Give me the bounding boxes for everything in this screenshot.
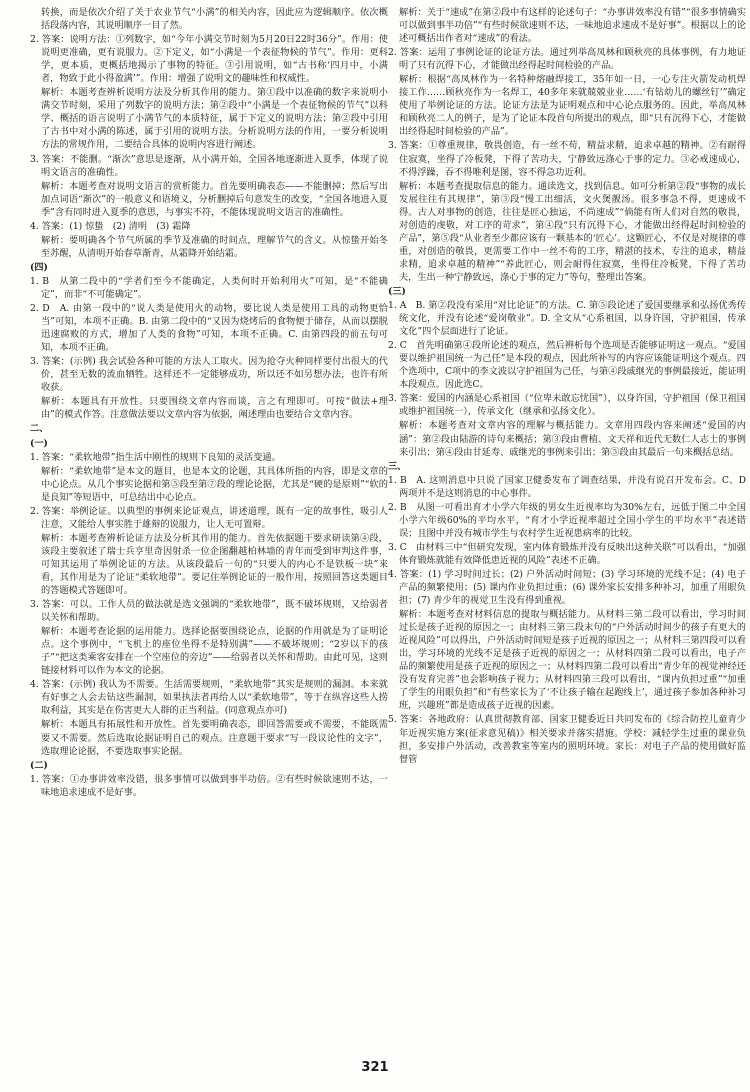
answer-item: 2. 答案：运用了事例论证的论证方法。通过列举高凤林和顾秋亮的具体事例，有力地证明了只有沉得下心，才能做出经得起时间检验的产品。 (388, 47, 746, 72)
answer-item: 1. B 从第二段中的“学者们至今不能确定，人类何时开始利用火”可知，是“不能确定”，而非“不可能确定”。 (30, 275, 388, 300)
right-column (388, 6, 746, 767)
explanation-paragraph: 转换，而是依次介绍了关于农业节气“小满”的相关内容，因此应为逻辑顺序。依次概括段落内容，其说明顺序一目了然。 (41, 7, 388, 32)
answer-item: 3. 答案：①尊重规律，敬畏创造，有一丝不苟，精益求精，追求卓越的精神。②有耐得住寂寞，坐得了冷板凳，下得了苦功夫，宁静致远涤心于事的定力。③必戒速成心，不得浮躁，吞不得唯利是图，容不得急功近利。 (388, 140, 746, 178)
section-heading: (一) (30, 437, 48, 449)
explanation-paragraph: 解析：本题考查对文章内容的理解与概括能力。文章用四段内容来阐述“爱国的内涵”：第②段由陆游的诗句来概括；第③段由曹植、文天祥和近代无数仁人志士的事例来引出；第④段由甘延寿、戚继光的事例来引出；第⑤段由其最后一句来概括总结。 (399, 420, 746, 458)
explanation-paragraph: 解析：“柔软地带”是本文的题目，也是本文的论题，其具体所指的内容，即是文章的中心论点。从几个事实论据和第⑤段至第⑦段的理论论据，尤其是“硬的是原则”“软的是良知”等短语中，可总结出中心论点。 (41, 465, 388, 503)
explanation-paragraph: 解析：本题考查对材料信息的提取与概括能力。从材料三第二段可以看出，学习时间过长是孩子近视的原因之一；由材料三第三段末句的“户外活动时间少的孩子有更大的近视风险”可以得出，户外活动时间短是孩子近视的原因之一；从材料三第四段可以看出，学习环境的光线不足是孩子近视的原因之一；从材料四第二段可以看出，电子产品的频繁使用是孩子近视的原因之一；从材料四第二段可以看出“青少年的视觉神经还没有发育完善”也会影响孩子视力；从材料四第三段可以看出，“课内负担过重”“加重了学生的用眼负担”和“有些家长为了‘不让孩子输在起跑线上’，通过孩子参加各种补习班，兴趣班”都是造成孩子近视的因素。 (399, 609, 746, 712)
section-heading: 三、 (388, 460, 407, 472)
page-number: 321 (361, 1060, 389, 1075)
answer-item: 1. 答案：“柔软地带”指生活中刚性的规则下良知的灵活变通。 (30, 451, 281, 463)
explanation-paragraph: 解析：关于“速成”在第②段中有这样的论述句子：“办事讲效率没有错”“很多事情确实可以做到事半功倍”“有些时候欲速则不达，一味地追求速成不是好事”。根据以上的论述可概括出作者对“速成”的看法。 (399, 7, 746, 45)
answer-item: 2. 答案：说明方法：①列数字，如“今年小满交节时刻为5月20日22时36分”。作用：使说明更准确，更有说服力。②下定义，如“小满是一个表征物候的节气”。作用：更科学，更本质，更概括地揭示了事物的特征。③引用说明，如“古书称‘四月中，小满者，物致于此小得盈满’”。作用：增强了说明文的趣味性和权威性。 (30, 34, 388, 85)
explanation-paragraph: 解析：本题考查论据的运用能力。选择论据要围绕论点，论据的作用就是为了证明论点。这个事例中，“飞机上的座位坐得不是特别满”——不破坏规则；“2岁以下的孩子”“把这类乘客安排在一个空座位的旁边”——给弱者以关怀和帮助。由此可见，这则链接材料可以作为本文的论据。 (41, 626, 388, 677)
answer-item: 3. 答案：爱国的内涵是心系祖国（“位卑未敢忘忧国”），以身许国，守护祖国（保卫祖国或维护祖国统一），传承文化（继承和弘扬文化）。 (388, 393, 746, 418)
answer-item: 2. 答案：举例论证。以典型的事例来论证观点，讲述道理，既有一定的故事性，吸引人注意，又能给人事实胜于雄辩的说服力，让人无可置辩。 (30, 505, 388, 530)
section-heading: (四) (30, 261, 48, 273)
explanation-paragraph: 解析：本题考查提取信息的能力。通读选文，找到信息。如可分析第②段“事物的成长发展往往有其规律”，第③段“慢工出细活，文火煲靓汤。很多事急不得，更速成不得。古人对事物的创造，往往是匠心独运，不尚速成”“倘能有所人们对自然的敬畏，对创造的虔敬，对工序的苛求”，第④段“只有沉得下心，才能做出经得起时间检验的产品”，第⑤段“从业者至少都应该有一颗基本的‘匠心’。这颗匠心，不仅是对规律的尊重，对创造的敬畏，更需要工作中一丝不苟的工序，精湛的技术，专注的追求，精益求精，追求卓越的精神”“养此匠心，则会耐得住寂寞，坐得住冷板凳，下得了苦功夫，生出一种宁静致远，涤心于事的定力”等句，整理出答案。 (399, 180, 746, 283)
answer-item: 2. B 从图一可看出育才小学六年级的男女生近视率均为30%左右，远低于图二中全国小学六年级60%的平均水平，“育才小学近视率超过全国小学生的平均水平”表述错误；且图中并没有城市学生与农村学生近视患病率的比较。 (388, 501, 746, 539)
left-column (30, 6, 388, 800)
answer-item: 3. 答案：不能删。“渐次”意思是逐渐，从小满开始，全国各地逐渐进入夏季，体现了说明文语言的准确性。 (30, 153, 388, 178)
section-heading: 二、 (30, 423, 49, 435)
explanation-paragraph: 解析：本题考查辨析论证方法及分析其作用的能力。首先依据题干要求研读第④段，该段主要叙述了瑞士兵亨里奇因射杀一位企图翻越柏林墙的青年而受到审判这件事，可知其运用了举例论证的方法。从该段最后一句的“只要人的内心不是铁板一块”来看，其作用是为了论证“柔软地带”。要记住举例论证的一般作用，按照回答这类题目的答题模式答题即可。 (41, 532, 388, 597)
answer-item: 4. 答案：(1) 学习时间过长；(2) 户外活动时间短；(3) 学习环境的光线不足；(4) 电子产品的频繁使用；(5) 课内作业负担过重；(6) 课外家长安排多种补习，加重了用眼负担；(7) 青少年的视觉卫生没有得到重视。 (388, 568, 746, 607)
answer-item: 4. 答案：(1) 惊蛰 (2) 清明 (3) 霜降 (30, 220, 191, 232)
explanation-paragraph: 解析：本题考查对说明文语言的赏析能力。首先要明确表态——不能删掉；然后写出加点词语“渐次”的一般意义和语境义，分析删掉后句意发生的改变，“全国各地进入夏季”含有同时进入夏季的意思，与事实不符，不能体现说明文语言的准确性。 (41, 180, 388, 218)
answer-item: 1. B A. 这则消息中只说了国家卫健委发布了调查结果，并没有说召开发布会。C、D 两项并不是这则消息的中心事件。 (388, 474, 746, 499)
answer-item: 2. C 首先明确第④段所论述的观点，然后辨析每个选项是否能够证明这一观点。“爱国要以维护祖国统一为己任”是本段的观点，因此所补写的内容应该能证明这个观点。四个选项中，C项中的李文波以守护祖国为己任，与第④段戚继光的事例最接近，能证明本段观点。因此选C。 (388, 340, 746, 391)
answer-item: 3. 答案：(示例) 我会试验各种可能的方法人工取火。因为抢夺火种同样要付出很大的代价，甚至无数的流血牺牲。这样还不一定能够成功，所以还不如另想办法，也许有所收获。 (30, 356, 388, 394)
explanation-paragraph: 解析：本题具有拓展性和开放性。首先要明确表态，即回答需要或不需要，不能既需要又不需要。然后选取论据证明自己的观点。注意题干要求“写一段议论性的文字”，选取理论论据，不要选取事实论据。 (41, 719, 388, 757)
answer-item: 3. 答案：可以。工作人员的做法就是选文强调的“柔软地带”，既不破坏规则，又给弱者以关怀和帮助。 (30, 599, 388, 624)
answer-item: 4. 答案：(示例) 我认为不需要。生活需要规则，“柔软地带”其实是规则的漏洞。本来就有好事之人会去钻这些漏洞，如果执法者再给人以“柔软地带”，等于在纵容这些人捞取利益，其实是在伤害更大人群的正当利益。(同意观点亦可) (30, 679, 388, 717)
explanation-paragraph: 解析：本题考查辨析说明方法及分析其作用的能力。第①段中以准确的数字来说明小满交节时刻，采用了列数字的说明方法；第②段中“小满是一个表征物候的节气”以科学、概括的语言说明了小满节气的本质特征，属于下定义的说明方法；第②段中引用了古书中对小满的陈述，属于引用的说明方法。分析说明方法的作用，一要分析说明方法的常规作用，二要结合具体的说明内容进行阐述。 (41, 87, 388, 151)
answer-item: 1. A B. 第②段没有采用“对比论证”的方法。C. 第⑤段论述了爱国要继承和弘扬优秀传统文化，并没有论述“爱岗敬业”。D. 全文从“心系祖国，以身许国，守护祖国，传承文化”四个层面进行了论证。 (388, 300, 746, 338)
section-heading: (三) (388, 285, 406, 297)
explanation-paragraph: 解析：根据“高凤林作为一名特种熔融焊接工，35年如一日，一心专注火箭发动机焊接工作……顾秋亮作为一名焊工，40多年来就兢兢业业……‘有钻幼儿的螺丝钉’”确定使用了举例论证的方法。论证方法是为证明观点和中心论点服务的。因此，举高凤林和顾秋亮二人的例子，是为了论证本段首句所提出的观点，即“只有沉得下心，才能做出经得起时间检验的产品”。 (399, 74, 746, 138)
answer-item: 1. 答案：①办事讲效率没错，很多事情可以做到事半功倍。②有些时候欲速则不达，一味地追求速成不是好事。 (30, 773, 388, 798)
answer-item: 2. D A. 由第一段中的“说人类是使用火的动物，要比说人类是使用工具的动物更恰当”可知，本项不正确。B. 由第二段中的“又因为烧烤后的食物便于储存，从而以摆脱迅速腐败的方式，增加了人类的食物”可知，本项不正确。C. 由第四段的前五句可知，本项不正确。 (30, 303, 388, 354)
explanation-paragraph: 解析：要明确各个节气所属的季节及准确的时间点，理解节气的含义。从惊蛰开始冬至苏醒，从清明开始春草渐青，从霜降开始结霜。 (41, 234, 388, 259)
explanation-paragraph: 解析：本题具有开放性。只要围绕文章内容而谈，言之有理即可。可按“做法+理由”的模式作答。注意做法要以文章内容为依据，阐述理由也要结合文章内容。 (41, 396, 388, 421)
section-heading: (二) (30, 759, 48, 771)
answer-item: 3. C 由材料三中“但研究发现，室内体育锻炼并没有反映出这种关联”可以看出，“加强体育锻炼就能有效降低患近视的风险”表述不正确。 (388, 541, 746, 566)
answer-item: 5. 答案：各地政府：认真贯彻教育部、国家卫健委近日共同发布的《综合防控儿童青少年近视实施方案(征求意见稿)》相关要求并落实措施。学校：减轻学生过重的课业负担，多安排户外活动，改善教室等室内的照明环境。家长：对电子产品的使用做好监督管 (388, 714, 746, 765)
